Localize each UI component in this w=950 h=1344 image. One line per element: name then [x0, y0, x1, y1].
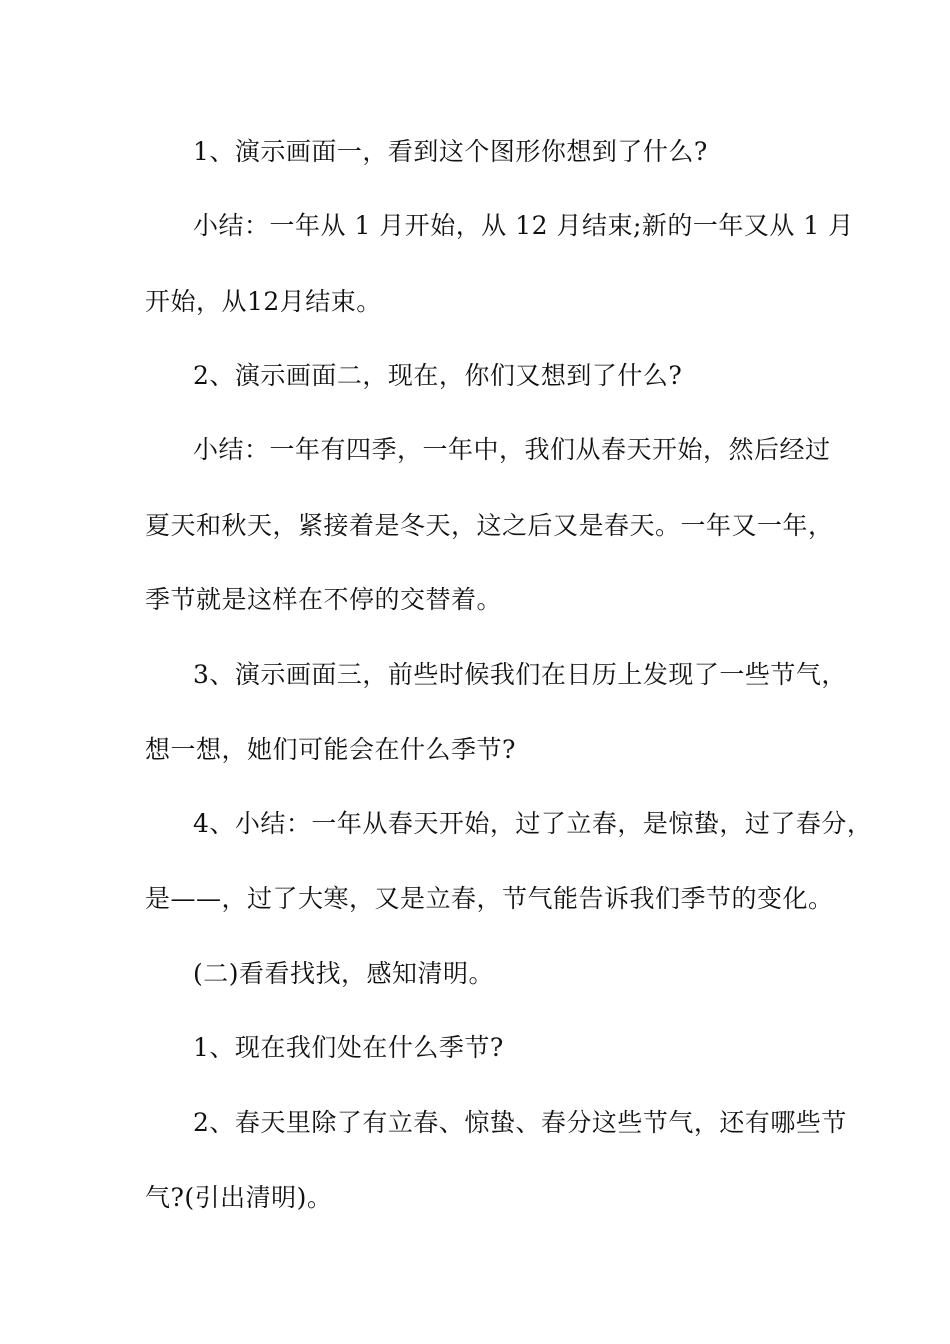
text-line-5: 小结：一年有四季，一年中，我们从春天开始，然后经过 — [193, 435, 831, 464]
text-line-4: 2、演示画面二，现在，你们又想到了什么? — [193, 361, 683, 390]
text-line-13: 1、现在我们处在什么季节? — [193, 1033, 504, 1062]
text-line-14: 2、春天里除了有立春、惊蛰、春分这些节气，还有哪些节 — [193, 1108, 847, 1137]
text-line-1: 1、演示画面一，看到这个图形你想到了什么? — [193, 137, 708, 166]
text-line-15: 气?(引出清明)。 — [145, 1183, 333, 1212]
text-line-3: 开始，从12月结束。 — [145, 287, 382, 316]
text-line-9: 想一想，她们可能会在什么季节? — [145, 735, 516, 764]
text-line-10: 4、小结：一年从春天开始，过了立春，是惊蛰，过了春分， — [193, 809, 873, 838]
text-line-2: 小结：一年从 1 月开始，从 12 月结束;新的一年又从 1 月 — [193, 211, 854, 240]
text-line-7: 季节就是这样在不停的交替着。 — [145, 585, 503, 614]
text-line-11: 是——，过了大寒，又是立春，节气能告诉我们季节的变化。 — [145, 884, 834, 913]
text-line-12: (二)看看找找，感知清明。 — [193, 959, 495, 988]
text-line-6: 夏天和秋天，紧接着是冬天，这之后又是春天。一年又一年， — [145, 511, 834, 540]
text-line-8: 3、演示画面三，前些时候我们在日历上发现了一些节气， — [193, 660, 847, 689]
